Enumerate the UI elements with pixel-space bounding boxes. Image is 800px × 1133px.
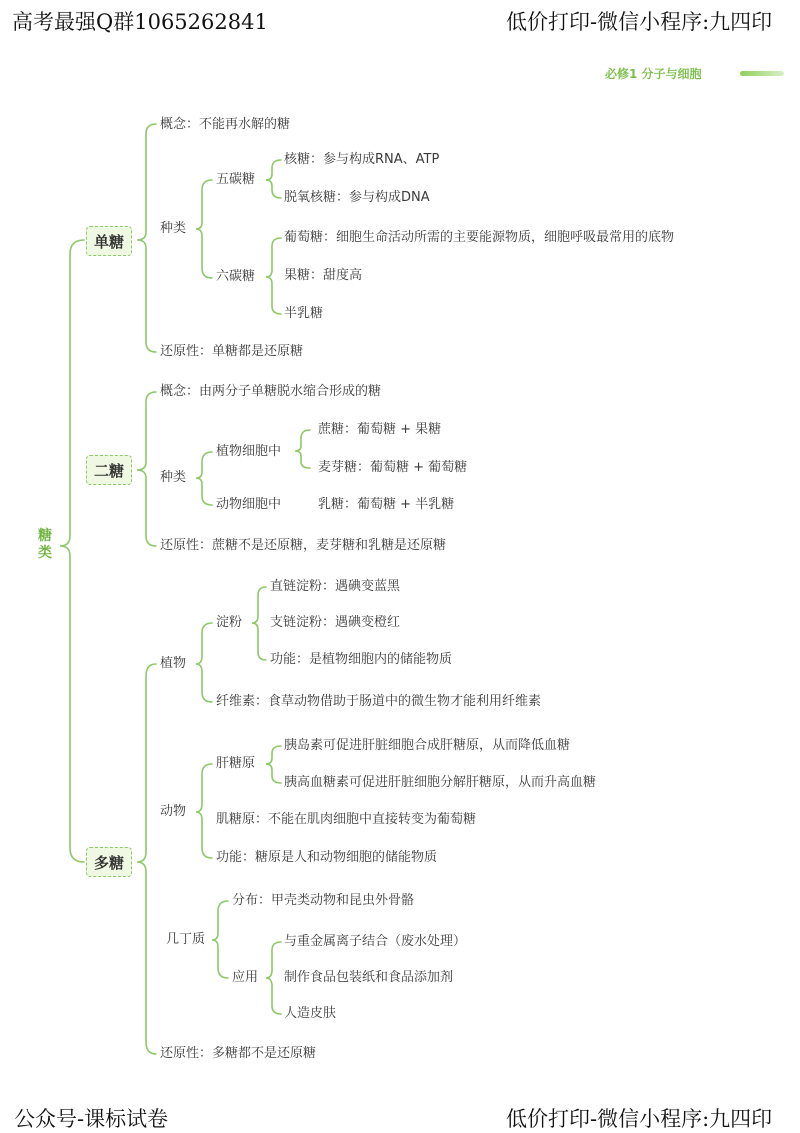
muscle-glycogen-item: 肌糖原：不能在肌肉细胞中直接转变为葡萄糖 [216,812,477,827]
header-group-number: 高考最强Q群1065262841 [12,10,268,34]
bracket-root [60,240,84,862]
di-plant-label: 植物细胞中 [216,444,282,459]
ribose-item: 核糖：参与构成RNA、ATP [284,152,440,167]
di-types-label: 种类 [160,470,187,485]
hexose-label: 六碳糖 [216,269,256,284]
box-disaccharide: 二糖 [86,455,132,485]
fructose-item: 果糖：甜度高 [284,268,363,283]
deoxyribose-item: 脱氧核糖：参与构成DNA [284,190,430,205]
mono-types-label: 种类 [160,221,187,236]
lactose-item: 乳糖：葡萄糖 + 半乳糖 [318,497,455,512]
pentose-label: 五碳糖 [216,172,256,187]
root-carbohydrates: 糖类 [38,528,52,561]
application-food-item: 制作食品包装纸和食品添加剂 [284,970,454,985]
bracket-di [137,392,156,546]
application-wastewater-item: 与重金属离子结合（废水处理） [284,934,467,949]
box-monosaccharide: 单糖 [86,226,132,256]
bracket-mono [137,124,156,352]
bracket-poly-animal [196,764,212,858]
footer-print-ad: 低价打印-微信小程序:九四印 [506,1107,773,1131]
chitin-label: 几丁质 [166,932,206,947]
bracket-plant-di [295,430,310,468]
bracket-liver-glycogen [266,746,281,783]
bracket-mono-types [196,180,212,278]
footer-public-account: 公众号-课标试卷 [14,1107,169,1131]
chitin-distribution-item: 分布：甲壳类动物和昆虫外骨骼 [232,893,415,908]
glucagon-item: 胰高血糖素可促进肝脏细胞分解肝糖原，从而升高血糖 [284,775,597,790]
sucrose-item: 蔗糖：葡萄糖 + 果糖 [318,422,442,437]
application-skin-item: 人造皮肤 [284,1006,337,1021]
bracket-di-types [196,452,212,505]
maltose-item: 麦芽糖：葡萄糖 + 葡萄糖 [318,460,468,475]
bracket-poly [137,664,156,1054]
header-print-ad: 低价打印-微信小程序:九四印 [506,10,773,34]
insulin-item: 胰岛素可促进肝脏细胞合成肝糖原，从而降低血糖 [284,738,571,753]
galactose-item: 半乳糖 [284,306,324,321]
bracket-chitin [212,901,228,978]
chitin-application-label: 应用 [232,970,259,985]
bracket-pentose [266,160,281,198]
box-polysaccharide: 多糖 [86,847,132,877]
liver-glycogen-label: 肝糖原 [216,756,256,771]
cellulose-item: 纤维素：食草动物借助于肠道中的微生物才能利用纤维素 [216,694,542,709]
amylose-item: 直链淀粉：遇碘变蓝黑 [270,579,401,594]
bracket-poly-plant [196,623,212,702]
bracket-hexose [266,238,281,314]
starch-function-item: 功能：是植物细胞内的储能物质 [270,652,453,667]
poly-animal-label: 动物 [160,804,187,819]
glycogen-function-item: 功能：糖原是人和动物细胞的储能物质 [216,850,438,865]
di-concept: 概念：由两分子单糖脱水缩合形成的糖 [160,384,382,399]
di-reducing: 还原性：蔗糖不是还原糖，麦芽糖和乳糖是还原糖 [160,538,447,553]
starch-label: 淀粉 [216,615,243,630]
di-animal-label: 动物细胞中 [216,497,282,512]
mono-reducing: 还原性：单糖都是还原糖 [160,344,304,359]
amylopectin-item: 支链淀粉：遇碘变橙红 [270,615,401,630]
poly-plant-label: 植物 [160,656,187,671]
mono-concept: 概念：不能再水解的糖 [160,117,291,132]
bracket-application [266,942,281,1014]
poly-reducing: 还原性：多糖都不是还原糖 [160,1046,317,1061]
glucose-item: 葡萄糖：细胞生命活动所需的主要能源物质，细胞呼吸最常用的底物 [284,230,675,245]
chapter-tag: 必修1 分子与细胞 [605,67,702,81]
bracket-starch [252,587,266,660]
